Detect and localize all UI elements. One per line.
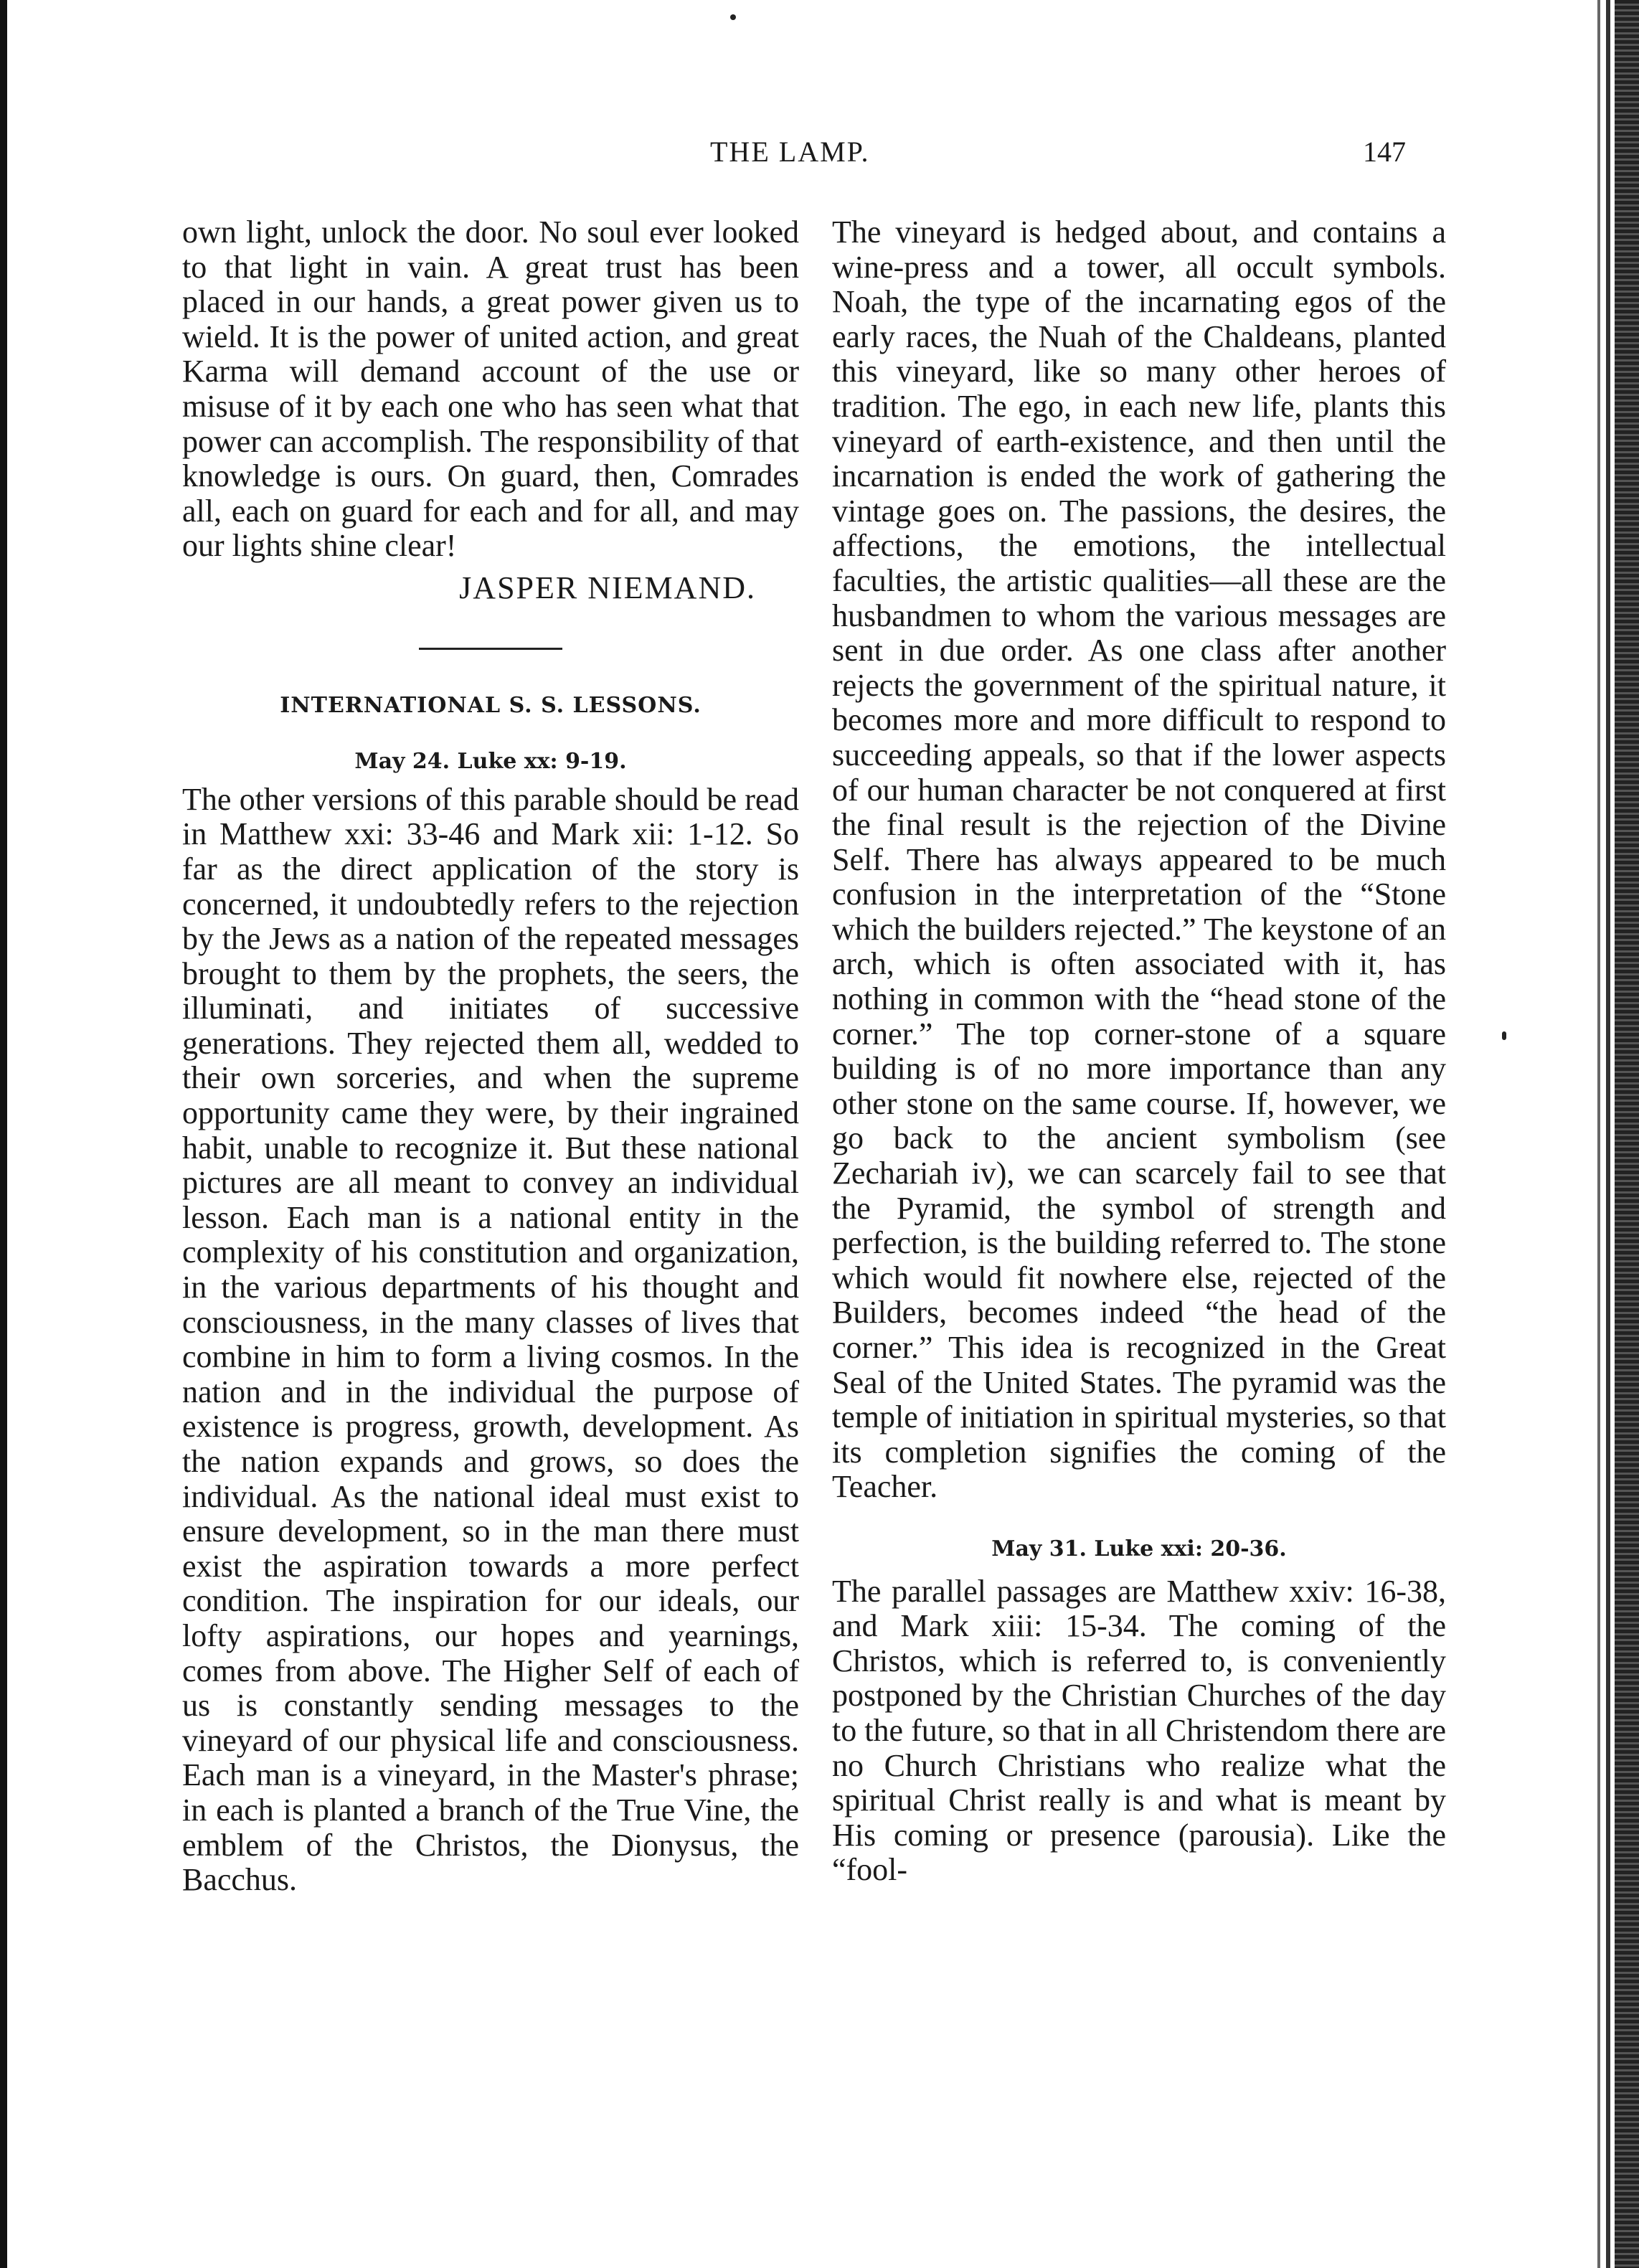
lesson-1-heading: May 24. Luke xx: 9-19. [354,749,627,775]
lesson-2-heading: May 31. Luke xxi: 20-36. [991,1536,1287,1561]
scan-right-edge-inner [1597,0,1600,2268]
ink-speck-top [730,14,736,20]
running-title: THE LAMP. [710,136,870,168]
section-heading: INTERNATIONAL S. S. LESSONS. [280,692,702,718]
lesson-1-continued: The vineyard is hedged about, and contains a wine-press and a tower, all occult symbols. Noah, the type of the incarnating egos of the early races, the Nuah of the Chaldeans, planted this vineyard, like so many other heroes of tradition. The ego, in each new life, plants this vineyard of earth-existence, and then until the incarnation is ended the work of gathering the vintage goes on. The passions, the desires, the affections, the emotions, the intellectual faculties, the artistic qualities—all these are the husbandmen to whom the various messages are sent in due order. As one class after another rejects the government of the spiritual nature, it becomes more and more difficult to respond to succeeding appeals, so that if the lower aspects of our human character be not conquered at first the final result is the rejection of the Divine Self. There has always appeared to be much confusion in the interpretation of the “Stone which the builders rejected.” The keystone of an arch, which is often associated with it, has nothing in common with the “head stone of the corner.” The top corner-stone of a square building is of no more importance than any other stone on the same course. If, however, we go back to the ancient symbolism (see Zechariah iv), we can scarcely fail to see that the Pyramid, the symbol of strength and perfection, is the building referred to. The stone which would fit nowhere else, rejected of the Builders, becomes indeed “the head of the corner.” This idea is recognized in the Great Seal of the United States. The pyramid was the temple of initiation in spiritual mysteries, so that its completion signifies the coming of the Teacher. [832,214,1446,1505]
lesson-1-text: The other versions of this parable should be read in Matthew xxi: 33-46 and Mark xii: 1-12. So far as the direct application of the story is concerned, it undoubtedly refers to the rejection by the Jews as a nation of the repeated messages brought to them by the prophets, the seers, the illuminati, and initiates of successive generations. They rejected them all, wedded to their own sorceries, and when the supreme opportunity came they were, by their ingrained habit, unable to recognize it. But these national pictures are all meant to convey an individual lesson. Each man is a national entity in the complexity of his constitution and organization, in the various departments of his thought and consciousness, in the many classes of lives that combine in him to form a living cosmos. In the nation and in the individual the purpose of existence is progress, growth, development. As the nation expands and grows, so does the individual. As the national ideal must exist to ensure development, so in the man there must exist the aspiration towards a more perfect condition. The inspiration for our ideals, our lofty aspirations, our hopes and yearnings, comes from above. The Higher Self of each of us is constantly sending messages to the vineyard of our physical life and consciousness. Each man is a vineyard, in the Master's phrase; in each is planted a branch of the True Vine, the emblem of the Christos, the Dionysus, the Bacchus. [182,781,799,1898]
scan-right-edge [1615,0,1639,2268]
intro-paragraph: own light, unlock the door. No soul ever looked to that light in vain. A great trust has been placed in our hands, a great power given us to wield. It is the power of united action, and great Karma will demand account of the use or misuse of it by each one who has seen what that power can accomplish. The responsibility of that knowledge is ours. On guard, then, Comrades all, each on guard for each and for all, and may our lights shine clear! [182,214,799,564]
page-number: 147 [1363,136,1406,168]
author-signature: JASPER NIEMAND. [459,570,756,605]
right-column [832,215,1446,1888]
scan-left-edge [0,0,7,2268]
ink-speck-margin [1502,1031,1506,1040]
scan-right-edge-middle [1606,0,1610,2268]
section-divider [419,648,562,650]
left-column [182,215,799,1898]
lesson-2-text: The parallel passages are Matthew xxiv: 16-38, and Mark xiii: 15-34. The coming of the Christos, which is referred to, is conveniently postponed by the Christian Churches of the day to the future, so that in all Christendom there are no Church Christians who realize what the spiritual Christ really is and what is meant by His coming or presence (parousia). Like the “fool- [832,1573,1446,1888]
